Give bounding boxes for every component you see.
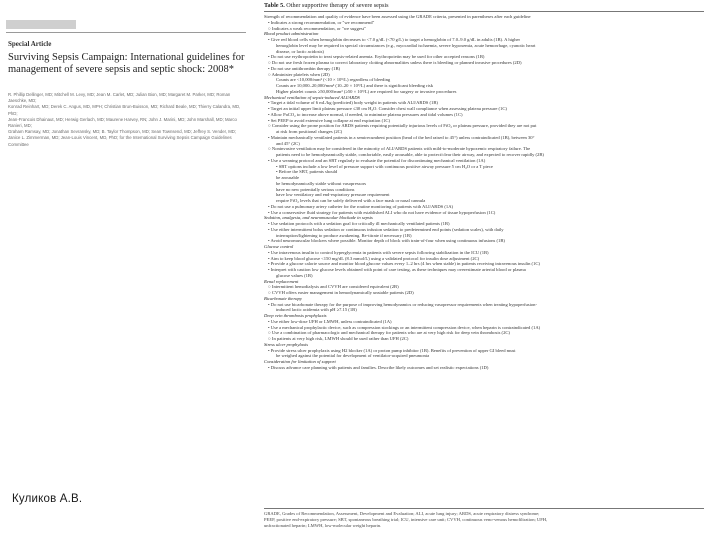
table-row: and 45° (2C) [276, 140, 300, 146]
journal-logo [6, 20, 76, 29]
table-row: • Provide a glucose calorie source and monitor blood glucose values every 1–2 hrs (4 hrs when stable) in patients receiving intravenous insulin (1C) [268, 261, 540, 267]
table-row: interruption/lightening to produce awakening. Re-titrate if necessary (1B) [276, 232, 412, 238]
table-section-heading: Renal replacement [264, 278, 299, 284]
table-row: • Set PEEP to avoid extensive lung collapse at end expiration (1C) [268, 117, 390, 123]
table-row: require FiO₂ levels that can be safely delivered with a face mask or nasal cannula [276, 198, 426, 203]
table-row: • Use either intermittent bolus sedation or continuous infusion sedation to predetermined end points (sedation scales), with daily [268, 226, 504, 232]
table-footnote [264, 511, 706, 528]
table-row: • Maintain mechanically ventilated patients in a semirecumbent position (head of the bed raised to 45°) unless contraindicated (1B), between 30° [268, 134, 535, 140]
footnote-line: PEEP, positive end-expiratory pressure; SBT, spontaneous breathing trial; ICU, intensive care unit; CVVH, continuous veno-venous hemofiltration; UFH, [264, 516, 548, 522]
title-line: management of severe sepsis and septic shock: 2008* [8, 64, 234, 75]
article-title [8, 52, 246, 76]
table-row: Higher platelet counts ≥50,000/mm³ (≥50 × 10⁹/L) are required for surgery or invasive procedures [276, 88, 457, 94]
table-row: ○ In patients at very high risk, LMWH should be used rather than UFH (2C) [268, 336, 409, 341]
table-bottom-rule [264, 508, 704, 509]
table-row: glucose values (1B) [276, 272, 313, 278]
table-section-heading: Blood product administration [264, 31, 319, 37]
table-title [264, 2, 389, 9]
table-row: disease, or lactic acidosis) [276, 48, 324, 54]
table-row: • Indicates a strong recommendation, or "we recommend" [268, 19, 375, 25]
table-row: ○ Consider using the prone position for ARDS patients requiring potentially injurious levels of FiO₂ or plateau pressure, provided they are not put [268, 123, 537, 129]
table-row: • Target a tidal volume of 6 mL/kg (predicted) body weight in patients with ALI/ARDS (1B) [268, 100, 438, 106]
table-row: be arousable [276, 175, 300, 180]
table-row: have no new potentially serious conditions [276, 186, 355, 192]
author-line: Jean-Francois Dhainaut, MD; Herwig Gerlach, MD; Maurene Harvey, RN; John J. Marini, MD; John Marshall, MD; Marco Ranieri, MD; [8, 116, 237, 129]
author-line: Janice L. Zimmerman, MD; Jean-Louis Vincent, MD, PhD; for the International Surviving Sepsis Campaign Guidelines Committee [8, 135, 232, 147]
table-row: ○ Use a combination of pharmacologic and mechanical therapy for patients who are at very high risk for deep vein thrombosis (2C) [268, 330, 510, 336]
author-signature: Куликов А.В. [12, 493, 83, 505]
table-row: • Discuss advance care planning with patients and families. Describe likely outcomes and set realistic expectations (1D) [268, 364, 489, 370]
table-row: hemoglobin level may be required in special circumstances (e.g., myocardial ischaemia, severe hypoxemia, acute hemorrhage, cyanotic heart [276, 42, 536, 48]
table-row: • Use a weaning protocol and an SBT regularly to evaluate the potential for discontinuing mechanical ventilation (1A) [268, 157, 486, 163]
table-5 [264, 2, 718, 538]
table-section-heading: Bicarbonate therapy [264, 295, 302, 301]
table-row: ○ Indicates a weak recommendation, or "we suggest" [268, 25, 366, 31]
table-row: • Provide stress ulcer prophylaxis using H2 blocker (1A) or proton pump inhibitor (1B). Benefits of prevention of upper GI bleed must [268, 347, 516, 353]
table-row: • Use either low-dose UFH or LMWH, unless contraindicated (1A) [268, 318, 392, 324]
table-row: • Aim to keep blood glucose <150 mg/dL (8.3 mmol/L) using a validated protocol for insulin dose adjustment (2C) [268, 255, 480, 261]
table-row: • Allow PaCO₂ to increase above normal, if needed, to minimize plateau pressures and tidal volumes (1C) [268, 111, 463, 117]
table-caption: Other supportive therapy of severe sepsis [284, 2, 389, 9]
table-row: be weighed against the potential for development of ventilator-acquired pneumonia [276, 353, 430, 359]
table-row: ○ Do not use fresh frozen plasma to correct laboratory clotting abnormalities unless there is bleeding or planned invasive procedures (2D) [268, 60, 522, 65]
footnote-line: GRADE, Grades of Recommendation, Assessment, Development and Evaluation; ALI, acute lung injury; ARDS, acute respiratory distress syndrome; [264, 511, 540, 516]
table-row: ○ Noninvasive ventilation may be considered in the minority of ALI/ARDS patients with mild-to-moderate hypoxemic respiratory failure. The [268, 146, 531, 152]
table-row: • Target an initial upper limit plateau pressure ≤30 cm H₂O. Consider chest wall compliance when assessing plateau pressure (1C) [268, 106, 507, 111]
section-label: Special Article [8, 40, 52, 48]
table-row: have low ventilatory and end-expiratory pressure requirement [276, 192, 390, 198]
table-row: • Interpret with caution low glucose levels obtained with point of care testing, as these techniques may overestimate arterial blood or plasma [268, 267, 526, 272]
table-row: Counts are 10,000–20,000/mm³ (10–20 × 10⁹/L) and there is significant bleeding risk [276, 83, 434, 88]
table-number: Table 5. [264, 2, 285, 9]
header-divider [6, 32, 246, 33]
author-line: Konrad Reinhart, MD; Derek C. Angus, MD, MPH; Christian Brun-Buisson, MD; Richard Beale, MD; Thierry Calandra, MD, PhD; [8, 104, 241, 116]
author-line: R. Phillip Dellinger, MD; Mitchell M. Levy, MD; Jean M. Carlet, MD; Julian Bion, MD; Margaret M. Parker, MD; Roman Jaeschke, MD; [8, 92, 231, 104]
table-section-heading: Sedation, analgesia, and neuromuscular blockade in sepsis [264, 215, 373, 221]
table-row: ○ Administer platelets when (2D) [268, 71, 330, 77]
table-row: • Do not use antithrombin therapy (1B) [268, 65, 341, 71]
table-section-heading: Mechanical ventilation of sepsis-induced ALI/ARDS [264, 94, 360, 100]
title-line: Surviving Sepsis Campaign: International guidelines for [8, 52, 245, 63]
table-section-heading: Stress ulcer prophylaxis [264, 341, 309, 347]
footnote-line: unfractionated heparin; LMWH, low-molecular weight heparin. [264, 522, 382, 528]
table-row: • Use a mechanical prophylactic device, such as compression stockings or an intermittent compression device, when heparin is contraindicated (1A) [268, 324, 541, 330]
author-line: Graham Ramsay, MD; Jonathan Sevransky, MD; B. Taylor Thompson, MD; Sean Townsend, MD; Jeffrey S. Vender, MD; [8, 129, 237, 135]
table-section-heading: Deep vein thrombosis prophylaxis [264, 313, 327, 318]
table-row: ○ CVVH offers easier management in hemodynamically unstable patients (2D) [268, 290, 414, 295]
table-row: induced lactic acidemia with pH ≥7.15 (1B) [276, 307, 357, 313]
table-row: • Do not use erythropoietin to treat sepsis-related anemia. Erythropoietin may be used for other accepted reasons (1B) [268, 54, 485, 60]
table-row: at risk from positional changes (2C) [276, 129, 343, 134]
table-section-heading: Glucose control [264, 244, 294, 249]
table-row: • Avoid neuromuscular blockers where possible. Monitor depth of block with train-of-four when using continuous infusions (1B) [268, 238, 505, 244]
table-row: patients need to be hemodynamically stable, comfortable, easily arousable, able to protect/clear their airway, and expected to recover rapidly (2B) [276, 152, 544, 157]
table-row: • Use intravenous insulin to control hyperglycemia in patients with severe sepsis following stabilization in the ICU (1B) [268, 249, 489, 255]
table-row: ○ Intermittent hemodialysis and CVVH are considered equivalent (2B) [268, 284, 399, 290]
table-row: Counts are <10,000/mm³ (<10 × 10⁹/L) regardless of bleeding [276, 77, 391, 83]
table-row: • Before the SBT, patients should [276, 169, 338, 175]
table-body [264, 14, 706, 371]
table-row: • SBT options include a low level of pressure support with continuous positive airway pressure 5 cm H₂O or a T piece [276, 163, 493, 169]
article-first-page [4, 20, 248, 490]
table-row: be hemodynamically stable without vasopressors [276, 180, 367, 186]
table-section-heading: Consideration for limitation of support [264, 359, 336, 364]
author-list [8, 92, 246, 148]
table-row: • Do not use bicarbonate therapy for the purpose of improving hemodynamics or reducing vasopressor requirements when treating hypoperfusion- [268, 301, 537, 307]
table-row: • Use a conservative fluid strategy for patients with established ALI who do not have evidence of tissue hypoperfusion (1C) [268, 209, 496, 215]
table-row: • Use sedation protocols with a sedation goal for critically ill mechanically ventilated patients (1B) [268, 221, 450, 226]
table-row: • Do not use a pulmonary artery catheter for the routine monitoring of patients with ALI/ARDS (1A) [268, 203, 454, 209]
table-row: Strength of recommendation and quality of evidence have been assessed using the GRADE criteria, presented in parentheses after each guideline [264, 14, 531, 19]
table-row: • Give red blood cells when hemoglobin decreases to <7.0 g/dL (<70 g/L) to target a hemoglobin of 7.0–9.0 g/dL in adults (1B). A higher [268, 37, 521, 42]
table-top-rule [264, 11, 704, 12]
